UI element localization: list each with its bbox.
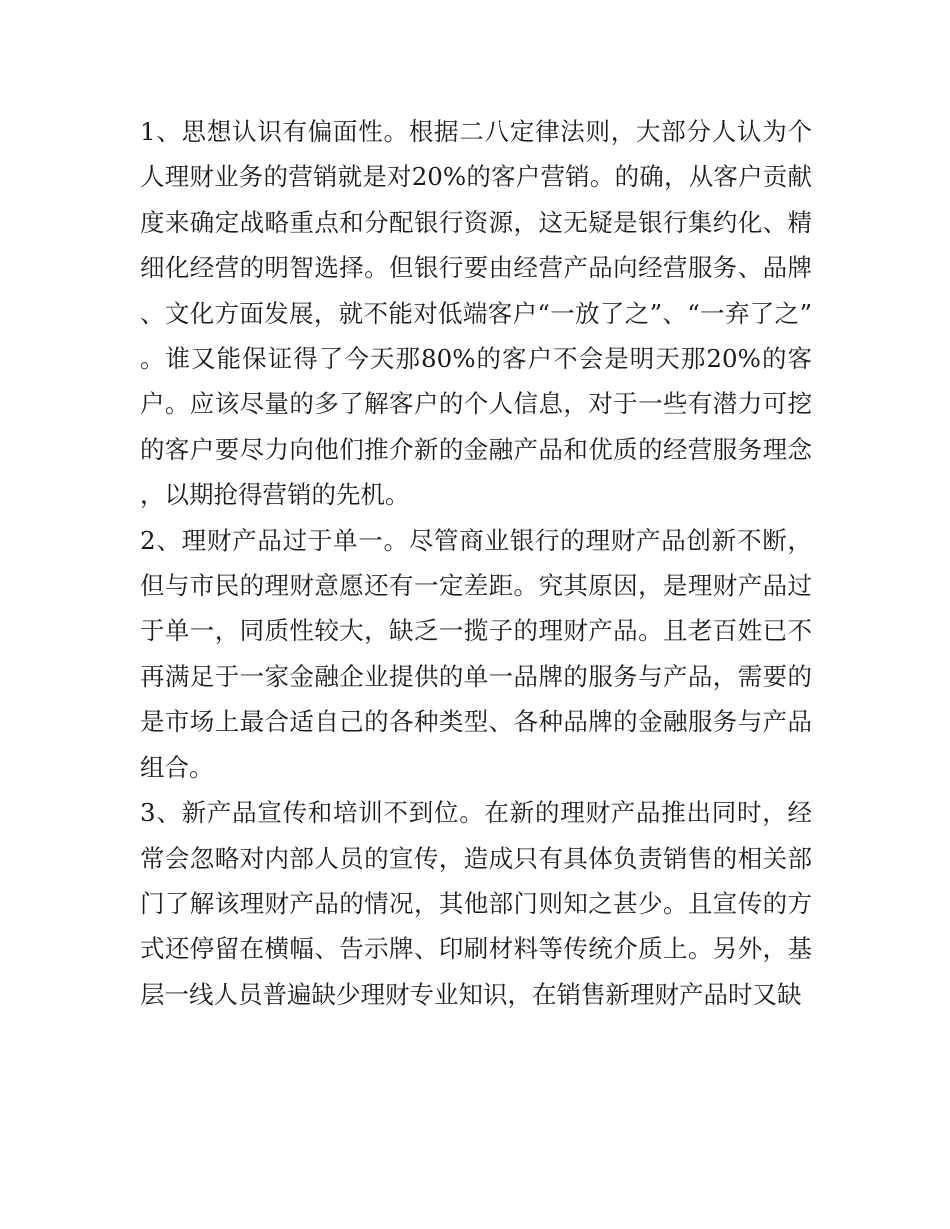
paragraph-3: 3、新产品宣传和培训不到位。在新的理财产品推出同时，经常会忽略对内部人员的宣传，造成只有具体负责销售的相关部门了解该理财产品的情况，其他部门则知之甚少。且宣传的方式还停留在横幅、告示牌、印刷材料等传统介质上。另外，基层一线人员普遍缺少理财专业知识，在销售新理财产品时又缺 (140, 798, 812, 1009)
paragraph-1: 1、思想认识有偏面性。根据二八定律法则，大部分人认为个人理财业务的营销就是对20%的客户营销。的确，从客户贡献度来确定战略重点和分配银行资源，这无疑是银行集约化、精细化经营的明智选择。但银行要由经营产品向经营服务、品牌、文化方面发展，就不能对低端客户“一放了之”、“一弃了之”。谁又能保证得了今天那80%的客户不会是明天那20%的客户。应该尽量的多了解客户的个人信息，对于一些有潜力可挖的客户要尽力向他们推介新的金融产品和优质的经营服务理念，以期抢得营销的先机。 (140, 117, 812, 510)
document-body (140, 109, 812, 1017)
paragraph-2: 2、理财产品过于单一。尽管商业银行的理财产品创新不断，但与市民的理财意愿还有一定差距。究其原因，是理财产品过于单一，同质性较大，缺乏一揽子的理财产品。且老百姓已不再满足于一家金融企业提供的单一品牌的服务与产品，需要的是市场上最合适自己的各种类型、各种品牌的金融服务与产品组合。 (140, 525, 812, 782)
